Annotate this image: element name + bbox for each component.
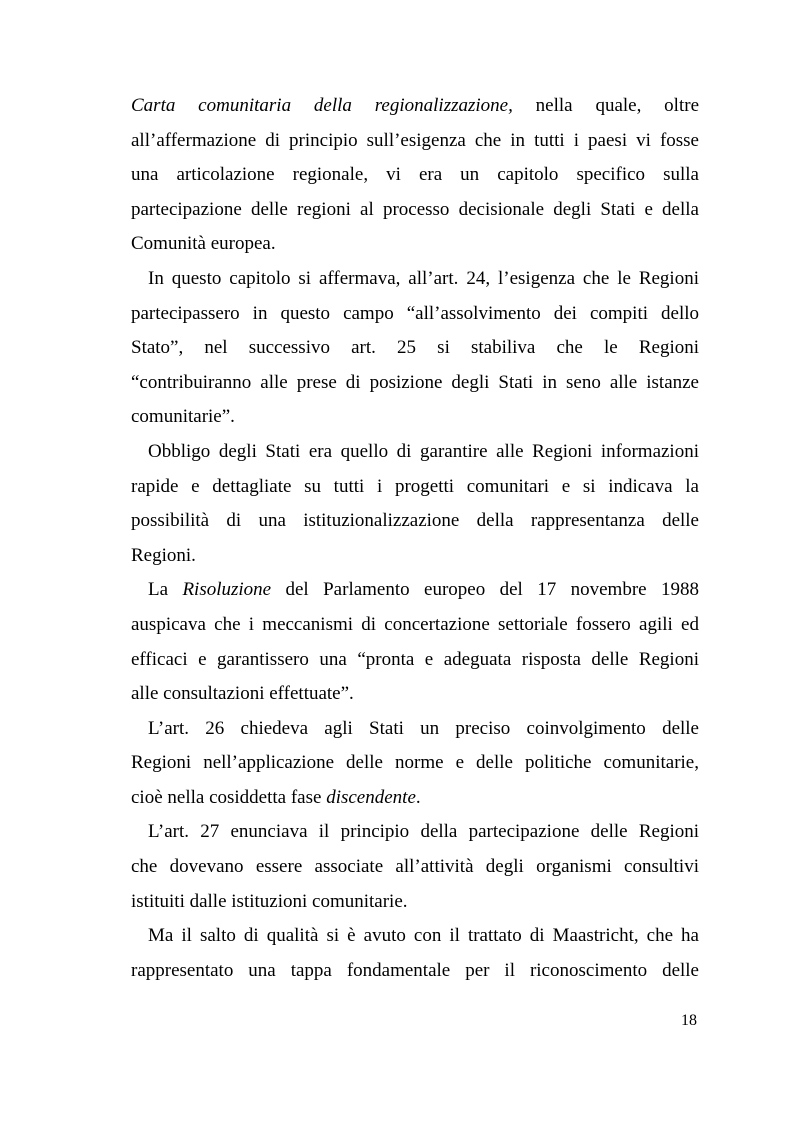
text-run: del Parlamento europeo del 17 novembre 1988 — [271, 579, 699, 601]
text-line — [131, 781, 699, 816]
text-line — [131, 400, 699, 435]
text-run: auspicava che i meccanismi di concertazione settoriale fossero agili ed — [131, 613, 699, 635]
text-run: comunitarie”. — [131, 406, 235, 428]
paragraph-list — [131, 89, 699, 988]
text-line — [131, 470, 699, 505]
text-run: Obbligo degli Stati era quello di garantire alle Regioni informazioni — [148, 440, 699, 462]
text-run: possibilità di una istituzionalizzazione della rappresentanza delle — [131, 510, 699, 532]
text-run: efficaci e garantissero una “pronta e adeguata risposta delle Regioni — [131, 648, 699, 670]
text-line — [131, 643, 699, 678]
text-run: che dovevano essere associate all’attività degli organismi consultivi — [131, 856, 699, 878]
text-line — [131, 712, 699, 747]
text-run: L’art. 26 chiedeva agli Stati un preciso coinvolgimento delle — [148, 717, 699, 739]
paragraph-p3 — [131, 435, 699, 573]
text-line — [131, 746, 699, 781]
text-run: La — [148, 579, 183, 601]
text-line — [131, 158, 699, 193]
text-run: Ma il salto di qualità si è avuto con il trattato di Maastricht, che ha — [148, 925, 699, 947]
italic-text: discendente — [326, 786, 416, 808]
document-body — [131, 89, 699, 988]
paragraph-p7 — [131, 919, 699, 988]
text-line — [131, 124, 699, 159]
paragraph-p5 — [131, 712, 699, 816]
text-run: partecipassero in questo campo “all’assolvimento dei compiti dello — [131, 302, 699, 324]
text-line — [131, 504, 699, 539]
text-run: cioè nella cosiddetta fase — [131, 786, 327, 808]
italic-text: Risoluzione — [182, 579, 272, 601]
paragraph-p6 — [131, 815, 699, 919]
text-line — [131, 885, 699, 920]
text-run: una articolazione regionale, vi era un capitolo specifico sulla — [131, 164, 699, 186]
text-run: partecipazione delle regioni al processo decisionale degli Stati e della — [131, 198, 699, 220]
text-line — [131, 435, 699, 470]
paragraph-p1 — [131, 89, 699, 262]
text-line — [131, 227, 699, 262]
text-line — [131, 366, 699, 401]
text-run: Comunità europea. — [131, 233, 276, 255]
text-run: Stato”, nel successivo art. 25 si stabiliva che le Regioni — [131, 337, 699, 359]
text-line — [131, 677, 699, 712]
text-line — [131, 815, 699, 850]
text-run: istituiti dalle istituzioni comunitarie. — [131, 890, 408, 912]
text-line — [131, 539, 699, 574]
text-run: nella quale, oltre — [512, 95, 699, 116]
text-line — [131, 297, 699, 332]
paragraph-p2 — [131, 262, 699, 435]
page-number: 18 — [681, 1012, 697, 1029]
italic-text: Carta comunitaria della regionalizzazione, — [131, 95, 513, 116]
text-line — [131, 89, 699, 124]
text-line — [131, 193, 699, 228]
text-run: . — [415, 786, 421, 808]
paragraph-p4 — [131, 573, 699, 711]
text-line — [131, 331, 699, 366]
text-line — [131, 919, 699, 954]
text-line — [131, 262, 699, 297]
text-line — [131, 608, 699, 643]
text-run: alle consultazioni effettuate”. — [131, 683, 354, 705]
text-run: rapide e dettagliate su tutti i progetti comunitari e si indicava la — [131, 475, 699, 497]
text-run: all’affermazione di principio sull’esigenza che in tutti i paesi vi fosse — [131, 129, 699, 151]
text-line — [131, 850, 699, 885]
text-line — [131, 573, 699, 608]
text-run: rappresentato una tappa fondamentale per il riconoscimento delle — [131, 959, 699, 981]
text-run: Regioni nell’applicazione delle norme e delle politiche comunitarie, — [131, 752, 699, 774]
text-run: “contribuiranno alle prese di posizione degli Stati in seno alle istanze — [131, 371, 699, 393]
text-run: Regioni. — [131, 544, 196, 566]
text-run: In questo capitolo si affermava, all’art. 24, l’esigenza che le Regioni — [148, 267, 699, 289]
text-line — [131, 954, 699, 989]
text-run: L’art. 27 enunciava il principio della partecipazione delle Regioni — [148, 821, 699, 843]
